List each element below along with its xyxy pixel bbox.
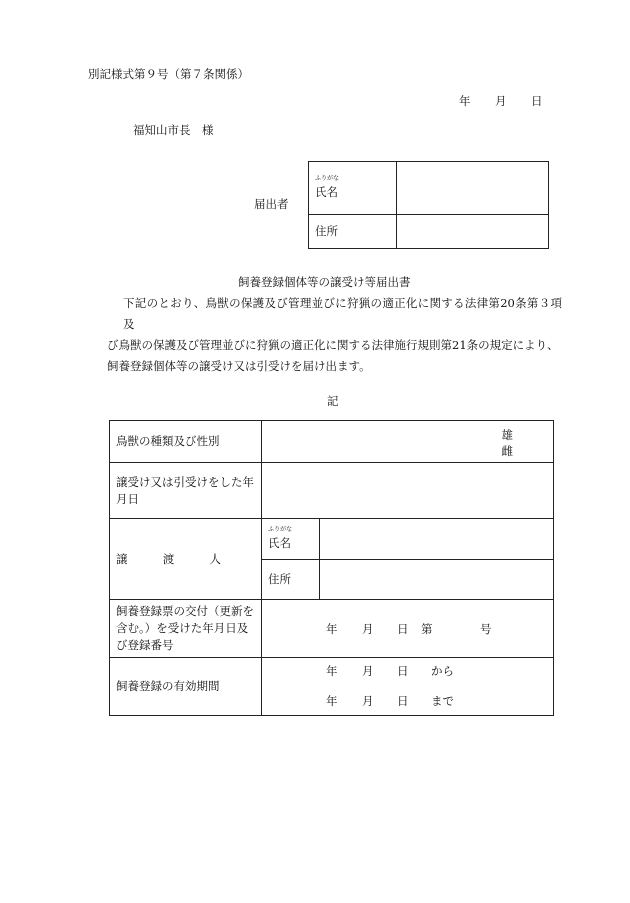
address-label: 住所 bbox=[315, 224, 338, 239]
ki-heading: 記 bbox=[327, 394, 339, 408]
reg-year: 年 bbox=[326, 622, 338, 636]
transfer-date-label: 譲受け又は引受けをした年月日 bbox=[116, 474, 254, 506]
notifier-name-field[interactable] bbox=[397, 162, 549, 215]
date-day: 日 bbox=[531, 94, 543, 108]
transferor-furigana-label: ふりがな bbox=[268, 526, 293, 534]
transferor-address-field[interactable] bbox=[320, 560, 554, 600]
species-field[interactable] bbox=[262, 421, 554, 463]
valid-from-year: 年 bbox=[326, 664, 338, 678]
valid-to-month: 月 bbox=[362, 694, 374, 708]
form-label: 別記様式第９号（第７条関係） bbox=[88, 67, 249, 81]
valid-to-year: 年 bbox=[326, 694, 338, 708]
date-year: 年 bbox=[459, 94, 471, 108]
male-label: 雄 bbox=[501, 428, 513, 442]
reg-day: 日 bbox=[397, 622, 409, 636]
transferor-char-2: 渡 bbox=[162, 551, 175, 566]
transferor-name-label-cell bbox=[262, 519, 320, 560]
registration-label: 飼養登録票の交付（更新を含む。）を受けた年月日及び登録番号 bbox=[116, 604, 254, 652]
reg-gou: 号 bbox=[480, 622, 492, 636]
validity-label: 飼養登録の有効期間 bbox=[116, 679, 220, 694]
transfer-date-field[interactable] bbox=[262, 463, 554, 519]
transferor-char-3: 人 bbox=[209, 551, 221, 566]
body-line-2: び鳥獣の保護及び管理並びに狩猟の適正化に関する法律施行規則第21条の規定により、 bbox=[107, 338, 559, 352]
transfer-date-label-cell bbox=[110, 463, 262, 519]
body-paragraph bbox=[107, 293, 562, 377]
document-title: 飼養登録個体等の譲受け等届出書 bbox=[238, 275, 411, 289]
date-month: 月 bbox=[495, 94, 507, 108]
name-label: 氏名 bbox=[315, 185, 338, 199]
validity-label-cell bbox=[110, 658, 262, 716]
notifier-table bbox=[308, 161, 549, 249]
valid-from-suffix: から bbox=[431, 664, 454, 678]
notifier-address-field[interactable] bbox=[397, 215, 549, 249]
valid-to-day: 日 bbox=[397, 694, 409, 708]
registration-field[interactable] bbox=[262, 600, 554, 658]
transferor-name-label: 氏名 bbox=[268, 536, 291, 550]
validity-field[interactable] bbox=[262, 658, 554, 716]
transferor-address-label-cell bbox=[262, 560, 320, 600]
valid-to-suffix: まで bbox=[431, 694, 454, 708]
furigana-label: ふりがな bbox=[315, 175, 340, 183]
recipient: 福知山市長 様 bbox=[133, 123, 214, 137]
species-label: 鳥獣の種類及び性別 bbox=[116, 434, 220, 449]
transferor-label-cell bbox=[110, 519, 262, 600]
valid-from-day: 日 bbox=[397, 664, 409, 678]
notifier-address-label-cell bbox=[309, 215, 397, 249]
notifier-name-label-cell bbox=[309, 162, 397, 215]
valid-from-month: 月 bbox=[362, 664, 374, 678]
body-line-1: 下記のとおり、鳥獣の保護及び管理並びに狩猟の適正化に関する法律第20条第３項及 bbox=[123, 296, 562, 331]
reg-month: 月 bbox=[362, 622, 374, 636]
transferor-address-label: 住所 bbox=[268, 572, 291, 587]
species-label-cell bbox=[110, 421, 262, 463]
reg-dai: 第 bbox=[421, 622, 433, 636]
transferor-char-1: 譲 bbox=[116, 551, 128, 566]
details-table bbox=[109, 420, 554, 716]
registration-label-cell bbox=[110, 600, 262, 658]
notifier-label: 届出者 bbox=[254, 197, 289, 211]
transferor-name-field[interactable] bbox=[320, 519, 554, 560]
female-label: 雌 bbox=[501, 444, 513, 458]
body-line-3: 飼養登録個体等の譲受け又は引受けを届け出ます。 bbox=[107, 359, 371, 373]
